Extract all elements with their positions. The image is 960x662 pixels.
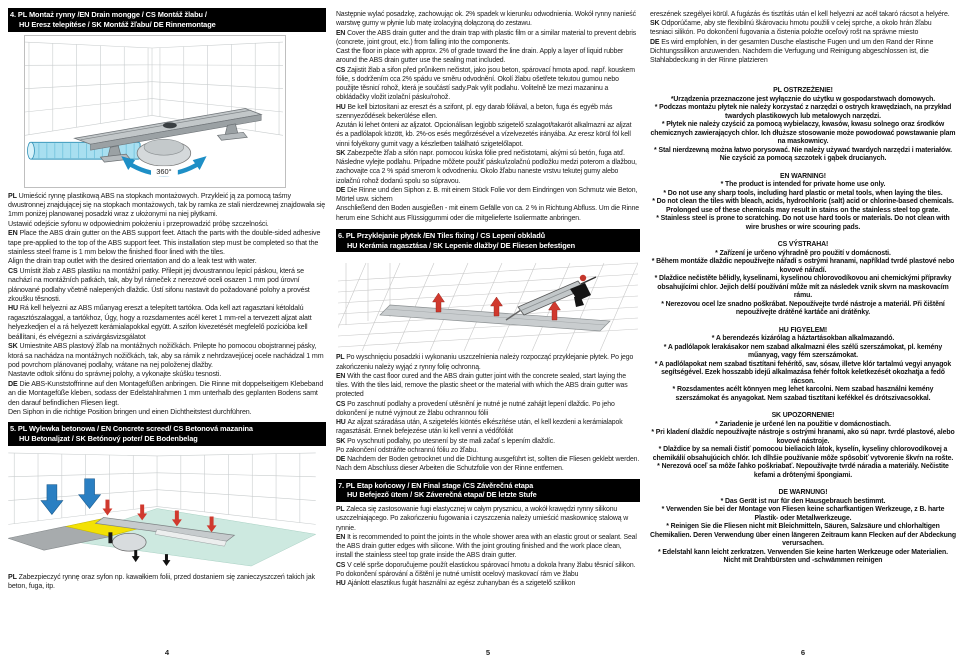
language-code: EN xyxy=(335,533,348,541)
warning-item: * Reinigen Sie die Fliesen nicht mit Bleichmitteln, Säuren, Salzsäure und chlorhaltigen Chemikalien. Deren Verwendung über einen längeren Zeitraum kann Flecken auf der Abdeckung verursachen. xyxy=(649,523,956,548)
paragraph: Azután ki lehet önteni az aljzatot. Opcionálisan legjobb szigetelő szalagot/takarót alkalmazni az aljzat és a padlólapok között, kb. 2%-os esés megőrzésével a vízelvezetés irányába. Az eresz körül föl kell vinni folyékony gumit vagy a készletben található szigetelőlapot. xyxy=(335,122,632,148)
warning-item: * Płytek nie należy czyścić za pomocą wybielaczy, kwasów, kwasu solnego oraz środków chemicznych zawierających chlor. Ich dłuższe stosowanie może powodować powstawanie plam na maskownicy. xyxy=(650,121,956,146)
section-4-title-line2: HU Eresz telepítése / SK Montáž žľabu/ DE Rinnemontage xyxy=(19,19,216,29)
concrete-screed-diagram xyxy=(8,449,316,570)
paragraph: PL Zaleca się zastosowanie fugi elastycznej w całym prysznicu, a wokół krawędzi rynny silikonu uszczelniającego. Po zakończeniu fugowania i czyszczenia należy umieścić maskownicę stalową w rynnie. xyxy=(335,506,629,532)
warning-title: EN WARNING! xyxy=(779,172,826,180)
language-code: DE xyxy=(335,456,348,464)
paragraph: Ustawić odejście syfonu w odpowiednim położeniu i przeprowadzić próbę szczelności. xyxy=(8,219,269,228)
section-5-header xyxy=(8,422,326,446)
paragraph: HU Az aljzat száradása után, A szigetelés kiöntés elkészítése után, el kell kezdeni a kerámialapok ragasztását. Ennek befejezése után ki kell venni a védőfóliát xyxy=(335,419,623,436)
language-code: DE xyxy=(335,186,348,194)
paragraph: EN Cover the ABS drain gutter and the drain trap with plastic film or a similar material to prevent debris (concrete, joint grout, etc.) from falling into the components. xyxy=(335,29,637,46)
paragraph: DE Die Rinne und den Siphon z. B. mit einem Stück Folie vor dem Eindringen von Schmutz wie Beton, Mörtel usw. sichern xyxy=(335,186,638,203)
warning-title: DE WARNUNG! xyxy=(778,489,828,497)
warning-block xyxy=(650,489,956,566)
section-6-title-line2: HU Kerámia ragasztása / SK Lepenie dlažby/ DE Fliesen befestigen xyxy=(346,240,576,250)
warning-block xyxy=(650,412,956,480)
page-number: 6 xyxy=(800,648,806,657)
language-code: SK xyxy=(335,437,348,445)
language-code: EN xyxy=(335,372,348,380)
warning-item: *Urządzenia przeznaczone jest wyłącznie do użytku w gospodarstwach domowych. xyxy=(670,95,936,103)
section-4-paragraphs xyxy=(8,192,326,418)
language-code: PL xyxy=(8,191,19,200)
page-5 xyxy=(336,6,640,662)
section-7-title-line1: 7. PL Etap końcowy / EN Final stage /CS Závěrečná etapa xyxy=(337,480,534,490)
warning-item: * Během montáže dlaždic nepoužívejte nářadí s ostrými hranami, například tvrdé plastové nebo kovové nářadí. xyxy=(651,258,955,274)
warning-item: * A berendezés kizárólag a háztartásokban alkalmazandó. xyxy=(711,335,895,343)
language-code: HU xyxy=(335,580,348,588)
warning-item: * Edelstahl kann leicht zerkratzen. Verwenden Sie keine harten Werkzeuge oder Materialien. Nicht mit Drahtbürsten und -schwämmen reinigen xyxy=(657,548,948,565)
paragraph: PL Zabezpieczyć rynnę oraz syfon np. kawałkiem folii, przed dostaniem się zanieczyszczeń takich jak beton, fuga, itp. xyxy=(8,572,315,591)
language-code: SK xyxy=(649,20,662,28)
paragraph: Nastavte odtok sifónu do správnej polohy, a vykonajte skúšku tesnosti. xyxy=(8,370,222,379)
paragraph: HU Be kell biztosítani az ereszt és a szifont, pl. egy darab fóliával, a beton, fuga és egyéb más szennyeződések bekerülése ellen. xyxy=(335,103,613,120)
paragraph: Następnie wylać posadzkę, zachowując ok. 2% spadek w kierunku odwodnienia. Wokół rynny nanieść warstwę gumy w płynie lub matę izolacyjną dołączoną do zestawu. xyxy=(335,11,636,28)
language-code: SK xyxy=(8,342,20,351)
paragraph: SK Odporúčame, aby ste flexibilnú škárovaciu hmotu použili v celej sprche, a okolo hrán žľabu tesniaci silikón. Po dokončení fugovania a čistenia položte oceľový rošt na správne miesto xyxy=(649,20,932,37)
paragraph: Následne vylejte podlahu. Prípadne môžete použiť pásku/izolačnú podložku medzi poterom a dlažbou, zachovajte cca 2 % spád smerom k odvodneniu. Okolo žľabu naneste vrstvu tekutej gumy alebo izolačnú rohož dodanú spolu so súpravou. xyxy=(335,159,637,185)
section-4-title-line1: 4. PL Montaż rynny /EN Drain mongge / CS Montáž žlabu / xyxy=(10,10,207,19)
language-code: CS xyxy=(335,66,348,74)
page-6 xyxy=(650,6,956,662)
paragraph: DE Es wird empfohlen, in der gesamten Dusche elastische Fugen und um den Rand der Rinne Dichtungssilikon anzuwenden. Nachdem die Verfugung und Reinigung abgeschlossen ist, die Stahlabdeckung in der Rinne platzieren xyxy=(649,38,934,65)
section-6-title-line1: 6. PL Przyklejanie płytek /EN Tiles fixing / CS Lepení obkladů xyxy=(337,230,546,240)
language-code: HU xyxy=(8,304,20,313)
section-7-header xyxy=(336,479,640,503)
paragraph: Den Siphon in die richtige Position bringen und einen Dichtheitstest durchführen. xyxy=(8,407,252,416)
warning-block xyxy=(650,87,956,164)
paragraph: HU Rá kell helyezni az ABS műanyag ereszt a telepített tartókra. Oda kell azt ragasztani kétoldalú ragasztószalaggal, a tartókhoz, Úgy, hogy a rozsdamentes acél keret 1 mm-rel a tervezett aljzat alatt helyezkedjen el a rá helyezett kerámialapokkal együtt. A szifon kivezetését megfelelő pozícióba kell beállítani, és elvégezni a szivárgásvizsgálatot xyxy=(8,304,312,341)
page-number: 4 xyxy=(164,648,170,657)
floor-grid xyxy=(338,263,638,351)
section-4-header xyxy=(8,8,326,32)
language-code: EN xyxy=(335,29,348,37)
warning-item: * Rozsdamentes acélt könnyen meg lehet karcolni. Nem szabad használni kemény szerszámokat és anyagokat. Nem szabad tisztítani kefékkel és drótszivacsokkal. xyxy=(672,386,934,402)
section-6-paragraphs xyxy=(336,353,640,473)
language-code: PL xyxy=(335,354,347,362)
warning-title: HU FIGYELEM! xyxy=(778,326,828,334)
warning-item: * Das Gerät ist nur für den Hausgebrauch bestimmt. xyxy=(720,497,886,505)
paragraph: Align the drain trap outlet with the desired orientation and do a leak test with water. xyxy=(8,257,257,266)
language-code: SK xyxy=(335,149,348,157)
warning-item: * Pri kladení dlaždíc nepoužívajte nástroje s ostrými hranami, ako sú napr. tvrdé plastové, alebo kovové nástroje. xyxy=(651,429,955,445)
language-code: DE xyxy=(8,379,20,388)
paragraph: PL Po wyschnięciu posadzki i wykonaniu uszczelnienia należy rozpocząć przyklejanie płytek. Po jego zakończeniu należy wyjąć z rynny folię ochronną. xyxy=(335,354,634,371)
section-5-title-line2: HU Betonaljzat / SK Betónový poter/ DE Bodenbelag xyxy=(19,434,198,444)
section-5-title-line1: 5. PL Wylewka betonowa / EN Concrete screed/ CS Betonová mazanina xyxy=(10,424,253,434)
warning-item: * The product is intended for private home use only. xyxy=(720,181,886,189)
warning-item: * Nerezová oceľ sa môže ľahko poškriabať. Nepoužívajte tvrdé náradia a materiály. Nečistite kefami a drôtenými špongiami. xyxy=(657,463,949,479)
warning-block xyxy=(650,327,956,404)
screed-pour-arrows-icon xyxy=(41,479,101,515)
warning-item: * Zařízení je určeno výhradně pro použití v domácnosti. xyxy=(715,249,891,257)
section-7-continued-paragraphs xyxy=(650,10,956,65)
paragraph: DE Nachdem der Boden getrocknet und die Dichtung ausgeführt ist, sollten die Fliesen geklebt werden. Nach dem Abschluss dieser Arbeiten die Schutzfolie von der Rinne entfernen. xyxy=(335,456,640,473)
language-code: PL xyxy=(335,506,347,514)
paragraph: PL Umieścić rynnę plastikową ABS na stopkach montażowych. Przykleić ją za pomocą taśmy dwustronnej znajdującej się na stopkach montażowych, tak by ramka ze stali nierdzewnej znajdowała się 1mm poniżej planowanej posadzki wraz z ułożonymi na niej płytkami. xyxy=(8,191,326,219)
language-code: CS xyxy=(8,266,20,275)
rotation-label: 360° xyxy=(156,166,172,176)
warning-item: * Nerezovou ocel lze snadno poškrábat. Nepoužívejte tvrdé nástroje a materiál. Při čištění nepoužívejte drátěné kartáče ani drátěnky. xyxy=(661,300,945,317)
warning-item: * Dlaždice by sa nemali čistiť pomocou bieliacich látok, kyselín, kyseliny chlorovodíkovej a chemikálií obsahujúcich chlór. Ich dlhšie používanie môže spôsobiť vytvorenie škvŕn na rošte. xyxy=(652,446,954,462)
paragraph: SK Po vyschnutí podlahy, po utesnení by ste mali začať s lepením dlaždíc. xyxy=(335,437,555,445)
tiles-fixing-diagram xyxy=(338,255,638,351)
paragraph: CS Zajistit žlab a sifon před průnikem nečistot, jako jsou beton, spárovací hmota apod. např. kouskem fólie, s dodržením cca 2% spádu ve směru odvodnění. Okolí žlabu ošetřete tekutou gumou nebo použijte těsnicí rohož, která je součástí sady.Pak vylít podlahu. Volitelně lze mezi mazaninu a obkládačky vložit izolační pásku/rohož. xyxy=(335,66,635,102)
siphon-dome-icon xyxy=(137,139,191,166)
paragraph: SK Zabezpečte žľab a sifón napr. pomocou kúska fólie pred nečistotami, akými sú betón, fuga atď. xyxy=(335,149,625,157)
warning-item: * A padlólapok lerakásakor nem szabad alkalmazni éles szélű szerszámokat, pl. kemény műanyag, vagy fém szerszámokat. xyxy=(663,343,943,360)
warning-block xyxy=(650,173,956,233)
language-code: HU xyxy=(335,419,348,427)
warning-item: * Stainless steel is prone to scratching. Do not use hard tools or materials. Do not clean with wire brushes or wire scouring pads. xyxy=(656,215,950,231)
section-5-caption xyxy=(8,573,326,592)
paragraph: Po zakončení odstráňte ochrannú fóliu zo žľabu. xyxy=(335,446,478,454)
paragraph: EN With the cast floor cured and the ABS drain gutter joint with the concrete sealed, start laying the tiles. With the tiles laid, remove the plastic sheet or the material with which the ABS drain gutter was protected xyxy=(335,372,628,399)
section-6-header xyxy=(336,229,640,253)
section-5-paragraphs xyxy=(336,10,640,223)
language-code: CS xyxy=(335,400,348,408)
language-code: CS xyxy=(335,561,348,569)
paragraph: CS V celé sprše doporučujeme použít elastickou spárovací hmotu a dokola hrany žlabu těsnicí silikon. Po dokončení spárování a čištění je nutné umístit ocelový maskovací rám ve žlabu xyxy=(335,561,636,578)
drain-montage-diagram xyxy=(24,35,286,188)
paragraph: SK Umiestnite ABS plastový žľab na montážnych nožičkách. Prilepte ho pomocou obojstrannej pásky, ktorá sa nachádza na montážnych nožičkách, tak, aby sa rámik z nehrdzavejúcej ocele nachádzal 1 mm pod povrchom plánovanej podlahy, vrátane na nej položenej dlažby. xyxy=(8,342,324,369)
page-number: 5 xyxy=(485,648,491,657)
warnings-section xyxy=(650,87,956,566)
page-4 xyxy=(8,6,326,662)
paragraph: Anschließend den Boden ausgießen - mit einem Gefälle von ca. 2 % in Richtung Abfluss. Um die Rinne herum eine Schicht aus Flüssiggummi oder die mitgelieferte Isoliermatte anbringen. xyxy=(335,205,640,222)
paragraph: CS Umístit žlab z ABS plastiku na montážní patky. Přilepit jej dvoustrannou lepicí páskou, která se nachází na montážních patkách, tak, aby byl rámeček z nerezové oceli osazen 1 mm pod úrovní plánované podlahy včetně nalepených dlaždic. Ústí sifonu nastavit do požadované polohy a provést zkoušku těsnosti. xyxy=(8,266,310,304)
warning-item: * Verwenden Sie bei der Montage von Fliesen keine scharfkantigen Werkzeuge, z B. harte Plastik- oder Metallwerkzeuge. xyxy=(661,506,945,522)
paragraph: HU Ajánlott elasztikus fugát használni az egész zuhanyban és a szigetelő szilikon xyxy=(335,580,576,588)
warning-block xyxy=(650,241,956,318)
warning-item: * Podczas montażu płytek nie należy korzystać z narzędzi o ostrych krawędziach, na przykład twardych plastikowych lub metalowych narzędzi. xyxy=(654,104,952,120)
warning-item: * Dlaždice nečistěte bělidly, kyselinami, kyselinou chlorovodíkovou ani chemickými přípravky obsahujícími chlor. Jejich delší používání může mít za následek vznik skvrn na maskovacím rámu. xyxy=(654,275,952,300)
language-code: HU xyxy=(335,103,348,111)
language-code: EN xyxy=(8,229,20,238)
paragraph: CS Po zaschnutí podlahy a provedení utěsnění je nutné je nutné zahájit lepení dlaždic. Po jeho dokončení je nutné vyjmout ze žlabu ochrannou fólii xyxy=(335,400,615,417)
warning-item: * Do not use any sharp tools, including hard plastic or metal tools, when laying the tiles. xyxy=(663,189,943,197)
warning-item: * Zariadenie je určené len na použitie v domácnostiach. xyxy=(715,420,891,428)
language-code: PL xyxy=(8,572,19,581)
paragraph: EN It is recommended to point the joints in the whole shower area with an elastic grout or sealant. Seal the ABS drain gutter edges with silicone. With the joint grouting finished and the work place clean, install the stainless steel top grate inside the ABS drain gutter. xyxy=(335,533,637,560)
warning-item: * Do not clean the tiles with bleach, acids, hydrochloric (salt) acid or chlorine-based chemicals. Prolonged use of these chemicals may result in stains on the stainless steel top grate. xyxy=(652,198,954,214)
section-7-title-line2: HU Befejező ütem / SK Záverečná etapa/ DE letzte Stufe xyxy=(346,490,537,500)
warning-item: * Stal nierdzewną można łatwo porysować. Nie należy używać twardych narzędzi i materiałów. Nie czyścić za pomocą szczotek i gąbek drucianych. xyxy=(654,146,952,163)
paragraph: ereszének szegélyei körül. A fugázás és tisztítás után el kell helyezni az acél takaró rácsot a helyére. xyxy=(649,11,950,18)
warning-title: PL OSTRZEŻENIE! xyxy=(773,87,833,95)
section-7-paragraphs xyxy=(336,505,640,588)
paragraph: DE Die ABS-Kunststoffrinne auf den Montagefüßen anbringen. Die Rinne mit doppelseitigem Klebeband an die Montagefüße kleben, sodass der Edelstahlrahmen 1 mm unterhalb des geplanten Bodens samt den darauf befindlichen Fliesen liegt. xyxy=(8,379,324,407)
warning-title: SK UPOZORNENIE! xyxy=(771,412,835,420)
warning-item: * A padlólapokat nem szabad tisztítani fehérítő, sav, sósav, illetve klór tartalmú vegyi anyagok segítségével. Ezek hosszabb idejű alkalmazása fehér foltok keletkezését okozhatja a fedő rácson. xyxy=(654,360,952,385)
paragraph: Cast the floor in place with approx. 2% of grade toward the line drain. Apply a layer of liquid rubber around the ABS drain gutter use the sealing mat included. xyxy=(335,48,624,65)
paragraph: EN Place the ABS drain gutter on the ABS support feet. Attach the parts with the double-sided adhesive tape pre-applied to the top of the ABS support feet. This installation step must be completed so that the stainless steel frame is 1 mm below the finished floor lined with the tiles. xyxy=(8,229,321,257)
language-code: DE xyxy=(649,38,662,46)
warning-title: CS VÝSTRAHA! xyxy=(777,241,829,249)
